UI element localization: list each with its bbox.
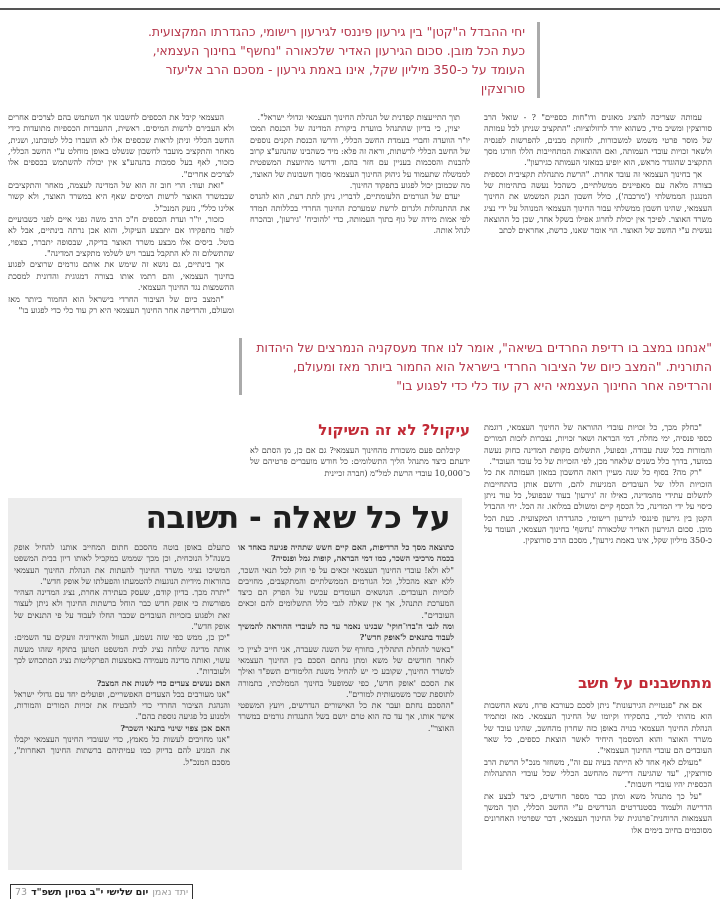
publication-name: יתד נאמן [152,887,189,898]
paragraph: עמותה שצריכה להציג מאזנים ודו"חות כספיים" ? - שואל הרב סורוצקין ומשיב מיד, כשהוא יורד לרזולוציות: "התקציב שניתן לכל עמותה של מוסר פרטי משמש למשכורות, לחזוקת מבנים, להפרשות לפנסיה ולשאר זכויות עובדי העמותה, ואם ההוצאות המתחייבות הללו חורגו מסך התקציב שהוגדר מראש, הוא יופיע במאזני העמותה כגירעון". [484,112,712,168]
qa-answer: "אנו מחויבים לעשות כל מאמץ, כדי שעובדי החינוך העצמאי יקבלו את המגיע להם בדיוק כמו עמיתיהם ברשתות החינוך האחרות", מסכם המנכ"ל. [14,734,230,767]
article-deck: יחי ההבדל ה"קטן" בין גירעון פיננסי לגירעון רישומי, כהגדרתו המקצועית. כעת הכל מובן. סכום הגירעון האדיר שלכאורה "נחשף" בחינוך העצמאי, העומד על כ-350 מיליון שקל, אינו באמת גירעון - מסכם הרב אליעזר סורוצקין [145,22,540,98]
qa-question: כתוצאה מסך כל הרדיפות, האם קיים חשש שתהיה פגיעה באחד או בכמה מרכיבי השכר, כמו דמי הבראה, קופות גמל ופנסיה? [238,542,454,564]
qa-answer: "יכן כן, ממש כפי שזה נשמע, העוול והאירוניה זועקים עד השמים: אותה מדינה שלחה נציג לבית המשפט הטוען בתוקף שזהו מעשה עשוי, ואותה מדינה מעמידה באמצעות הפרקליטות נציג המתכחש לכך ולעובדות". [14,632,230,677]
sidebar-column-left [14,542,230,864]
paragraph: תוך התייעצות קפדנית של הנהלת החינוך העצמאי וגדולי ישראל". [257,112,460,122]
paragraph: יעדם של הגורמים הלעומתיים, לדבריו, ניתן לתת דעת, הוא להנדס את ההתנהלות ולגרום לרשת שמערכת החינוך החרדי בכללותה תמדד לפי אמות מידה של גוף בתוך העמותה, כדי 'להוכיח' 'גירעון', ובהכרח לנהל אותה. [250,191,470,236]
column-7 [484,700,712,878]
qa-answer: "ההסכם נחתם ועבר את כל האישורים הנדרשים, ויועץ המשפטי אישר אותו, אך עד כה הוא טרם יושם בשל התנגדות גורמים במשרד האוצר". [238,700,454,733]
paragraph: "רק מה? בסוף כל שנה מעיין רואה החשבון במאזן העמותה את כל הזכויות הללו של העובדים המגיעות להם, ורושם אותן כהתחייבות לתשלום עתידי מהמדינה, כאילו זה 'גירעון' בעוד שבפועל, כל עוד ניתן כיסוי על ידי המדינה, כל הכסף קיים ומשולם במלואו. זה הכל. יחי ההבדל הקטן בין גירעון פיננסי לגירעון רישומי, כהגדרתו המקצועית. כעת הכל מובן. סכום הגירעון האדיר שלכאורה 'נחשף' בחינוך העצמאי, העומד על כ-350 מיליון שקל, אינו באמת גירעון", מסכם הרב סורוצקין. [484,467,712,546]
paragraph: אך בחינוך העצמאי זה עובד אחרת. "הרשת מתנהלת תקציבית וכספית בצורה מלאה עם מאפיינים ממשלתיים, כשהכל נעשה בתהימות של המנגנון הממשלתי ('מרכבה'), כולל חשבון הבנק המשמש את החינוך העצמאי, שהינו חשבון ממשלתי עבור החינוך העצמאי המנוהל על ידי נציג משרד האוצר. לפיכך אין יכולת לחרוג אפילו בשקל אחד, שכן כל ההוצאה נעשית ע"י החשב של האוצר. הוי אומר שאנו, כרשת, אחראים לכתב [484,168,712,236]
sidebar-column-right [238,542,454,864]
qa-answer: כתעלם באופן בוטה מהסכם חתום המחייב אותנו להחיל אופק בשנה"ל הנוכחית, וכן מכך שממש במקביל לאותו דיון בבית המשפט המשיכו נציגי משרד החינוך להעתות את הנהלת החינוך העצמאי בהוראות מידיות הנוגעות להטמעתו והפעלתו של אופק חדש". [14,542,230,586]
qa-answer: "באשר להחלת התהליך, בחורף של השנה שעברה, אני חייב לציין כי לאחר חודשים של משא ומתן נחתם הסכם בין החינוך העצמאי למשרד החינוך, שקובע כי יש להחיל משנת הלימודים תשפ"ד ואילך את הסכם 'אופק חדש', כפי שמופעל בחינוך הממלכתי, בתמורה לתוספת שכר משמעותית למורים". [238,643,454,699]
qa-question: האם אכן צפוי שינוי בתנאי השכר? [120,722,230,733]
column-4 [484,422,712,657]
subhead-accountants: מתחשבנים על חשב [578,674,712,692]
paragraph: אך בינתיים, גם נושא זה שימש את אותם גורמים שרוצים לפגוע בחינוך העצמאי, והם רתמו אותו בצורה דמגוגית והדונית למסכת ההשמצות נגד החינוך העצמאי. [8,259,234,293]
column-1 [484,112,712,338]
qa-question: ומה לגבי ה'בדו־חוקי' שבגינו נאמר עד כה לעובדי ההוראה להמשיך לעבוד בתנאים ל'אופק חדש'? [238,621,454,643]
paragraph: "על כך מתנהל משא ומתן כבר מספר חודשים, כיצד לבצע את הדרישה ולעמוד בסטנדרטים הנדרשים ע"י החשב הכללי, תוך המשך העצמאות הרוחנית־פרגוגית של החינוך העצמאי, דבר שפרטיו האחרונים מסוכמים בחיוב בימים אלו [484,790,712,835]
paragraph: "המצב כיום של הציבור החרדי בישראל הוא החמור ביותר מאז ומעולם, והרדיפה אחר החינוך העצמאי היא רק עוד כלי כדי לפגוע בו" [8,293,234,315]
page-footer [10,884,193,899]
paragraph: "זאת ועוד: הרי חוב זה הוא של המדינה לעצמה, מאחר והתקציבים שבמשרד האוצר לרשות המיסים שאף היא במשרד האוצר, ולא קשור אלינו כלל", נזעק המנכ"ל. [8,180,234,213]
qa-answer: "לא ולא! עובדי החינוך העצמאי זכאים על פי חוק לכל תנאי השכר, ללא יוצא מהכלל, וכל הגורמים הממשלתיים והמתקצבים, מחויבים לזכויות העובדים. הנושאים העומדים עכשיו על הפרק הם כיצד המערכת תתנהל, אך אין שאלה לגבי כלל התשלומים להם זכאים העובדים". [238,564,454,620]
qa-answer: "אנו מעורבים בכל הצעדים האפשריים, ופועלים יחד עם גדולי ישראל והנהגת הציבור החרדי כדי להבטיח את זכויות המורים והמורות, ולמנוע כל פגיעה נוספת בהם". [14,688,230,722]
paragraph: "כחלק מכך, כל זכויות עובדי ההוראה של החינוך העצמאי, דוגמת כספי פנסיה, ימי מחלה, דמי הבראה ושאר זכויות, נצברות לזכות המורים והמורות בכל שנת עבודה, ובפועל, התשלום מקופת המדינה כחוק נעשה במועד, בדרך כלל בשנים שלאחר מכן, לפי הזכויות של כל עובד העובד". [484,422,712,467]
qa-answer: "יתרה מכך. בדיון קודם, שעסק בעתירה אחרת, נציג המדינה הצהיר מפורשות כי אופק חדש כבר הוחל ברשתות החינוך ולא ניתן לעצור זאת ולפגוע בזכויות העובדים שכבר החלו לעבוד על פי התנאים של אופק חדש". [14,587,230,632]
sidebar-title: על כל שאלה - תשובה [145,500,450,536]
paragraph: העצמאי קיבל את הכספים לחשבונו אך השתמש בהם לצרכים אחרים ולא העבירם לרשות המיסים. ראשית, ההעברות הכספיות מתועדות בידי החשב הכללי וניתן לראות שכספים אלו לא הועברו כלל לטובתנו, ושנית, מאחר והתקציב מועבר לחשבון שנשלט באופן מוחלט ע"י החשב הכללי, כזכור, לאף בעל סמכות בהנהע"צ אין יכולה להשתמש בכספים אלו לצרכים אחרים". [8,112,234,179]
paragraph: קיבלתם פעם משכורת מהחינוך העצמאי? גם אם כן, מן הסתם לא ידעתם כיצד מתנהל הליך התשלומים: כל חודש מועברים פרטיהם של כ־10,000 עובדי הרשת למל"מ (חברה זכיינית [250,445,470,478]
subhead-seizure: עיקול? לא זה השיקול [318,421,470,439]
paragraph: "מעולם לאף אחד לא הייתה בעיה עם זה", משחזר מנכ"ל הרשת הרב סורוצקין, "עד שהגיעה דרישה מהחשב הכללי שכל עובדי ההתנהלות הכספית יהיו עובדי חשבות". [484,756,712,790]
column-2 [250,112,470,338]
paragraph: כזכור, יו"ר ועדת הכספים ח"כ הרב משה גפני איים לפני כשבועיים לפזר מתפקידו אם יתבצע העיקול, והוא אכן נרתה בינתיים, אבל לא בוטל. ביסים אלו מבצע משרד האוצר בדיקה, שבסופה יתברר, כצפוי, שהתשלום זה לא התקבל בעבר ויש לשלמו מתקציב המדינה". [8,214,234,259]
issue-date: יום שלישי י"ב בסיון תשפ"ד [31,887,149,898]
top-rule [0,8,720,10]
pull-quote: "אנחנו במצב בו רדיפת החרדים בשיאה", אומר לנו אחד מעסקניה הנמרצים של היהדות התורנית. "המצב כיום של הציבור החרדי בישראל הוא החמור ביותר מאז ומעולם, והרדיפה אחר החינוך העצמאי היא רק עוד כלי כדי לפגוע בו" [239,338,712,395]
paragraph: יצוין, כי בדיון שהתנהל בוועדת ביקורת המדינה של הכנסת תמכו יו"ר הוועדה וחברי בעמדת החשב הכללי, ודרשו הכנסת תקנים נוספים של החשב הכללי לרשתות, וראה זה פלא: מיד כשהבינו שהנהע"צ קרוב להבנות והסכמות בעניין עם חזר בהם, ודרשו מהיועצת המשפטית לממשלה שתעמוד על גיהוק החינוך העצמאי מסוך חשבונות של האוצר, מה שכמובן יכול לפגוע בתפקוד החינוך. [250,123,470,191]
paragraph: אם את "פנטזיית הגירעונות" ניתן לסכם כעורבא פרח, נושא החשבות הוא מהותי למדי, בהסקידו וקיומו של החינוך העצמאי. מאז ומתמיד הנהלת החינוך העצמאי בנויה באופן כזה שחרון מהחשב, שהינו עובד של משרד האוצר והוא המוסמך היחיד לאשר הוצאת כספים, כל שאר העובדים הם עובדי החינוך העצמאי". [484,700,712,756]
qa-question: האם נעשים צעדים כדי לשנות את המצב? [96,677,230,688]
column-5 [250,445,470,497]
qa-sidebar [8,498,462,870]
page-number: 73 [15,887,28,898]
column-3 [8,112,234,492]
